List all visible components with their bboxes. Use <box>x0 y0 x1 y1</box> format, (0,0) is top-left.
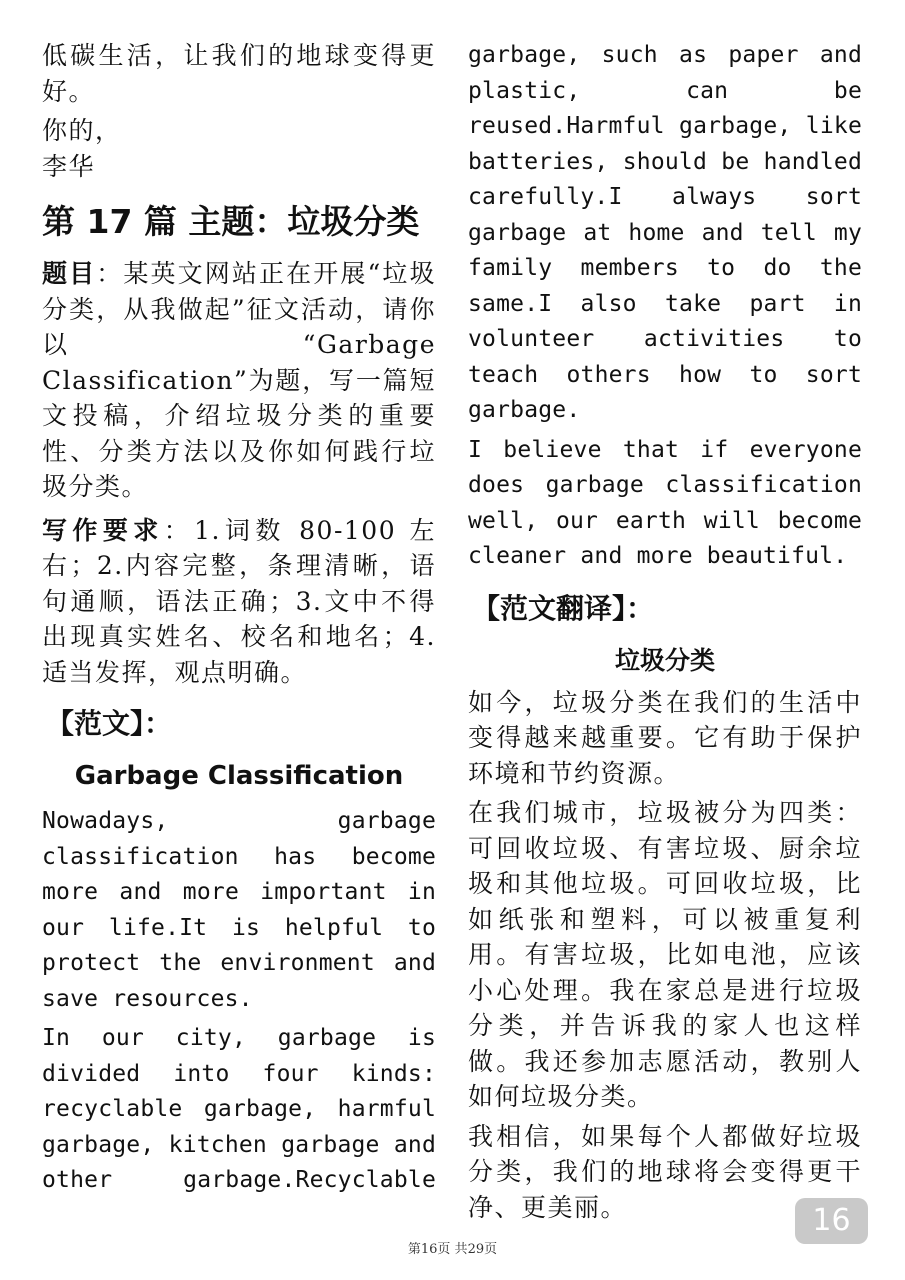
footer-suffix: 页 <box>484 1242 498 1257</box>
sample-essay-heading: 【范文】： <box>46 707 173 740</box>
left-column <box>42 38 436 1203</box>
translation-paragraph-2: 在我们城市，垃圾被分为四类：可回收垃圾、有害垃圾、厨余垃圾和其他垃圾。可回收垃圾，比如纸张和塑料，可以被重复利用。有害垃圾，比如电池，应该小心处理。我在家总是进行垃圾分类，并告诉我的家人也这样做。我还参加志愿活动，教别人如何垃圾分类。 <box>468 798 862 1111</box>
page-number-badge: 16 <box>795 1198 868 1244</box>
footer-current-page: 16 <box>420 1242 438 1257</box>
translation-paragraph-3: 我相信，如果每个人都做好垃圾分类，我们的地球将会变得更干净、更美丽。 <box>468 1121 862 1222</box>
right-column <box>468 38 862 1229</box>
footer-prefix: 第 <box>407 1242 421 1257</box>
requirements-text: ：1.词数 80-100 左右；2.内容完整，条理清晰，语句通顺，语法正确；3.文中不得出现真实姓名、校名和地名；4.适当发挥，观点明确。 <box>42 515 436 687</box>
footer-middle: 页 共 <box>437 1242 468 1257</box>
letter-closing-line: 低碳生活，让我们的地球变得更好。 <box>42 41 436 106</box>
letter-signature: 李华 <box>42 151 96 181</box>
prompt-paragraph <box>42 256 436 505</box>
translation-title: 垃圾分类 <box>614 645 715 675</box>
prompt-text: ：某英文网站正在开展“垃圾分类，从我做起”征文活动，请你以“Garbage Classification”为题，写一篇短文投稿，介绍垃圾分类的重要性、分类方法以及你如何践行垃圾分类。 <box>42 259 436 501</box>
essay-paragraph-1: Nowadays, garbage classification has become more and more important in our life.It is helpful to protect the environment and save resources. <box>42 808 436 1012</box>
essay-paragraph-2-end: garbage, such as paper and plastic, can be reused.Harmful garbage, like batteries, should be handled carefully.I always sort garbage at home and tell my family members to do the same.I also take part in volunteer activities to teach others how to sort garbage. <box>468 42 862 423</box>
essay-paragraph-3: I believe that if everyone does garbage classification well, our earth will become cleaner and more beautiful. <box>468 436 862 569</box>
essay-paragraph-2-start: In our city, garbage is divided into four kinds: recyclable garbage, harmful garbage, kitchen garbage and other garbage.Recyclable <box>42 1025 436 1193</box>
translation-paragraph-1: 如今，垃圾分类在我们的生活中变得越来越重要。它有助于保护环境和节约资源。 <box>468 687 862 788</box>
essay-title: Garbage Classification <box>74 761 404 791</box>
footer-total-pages: 29 <box>467 1242 485 1257</box>
prompt-label: 题目 <box>42 259 97 288</box>
translation-heading: 【范文翻译】： <box>472 591 655 625</box>
letter-closing: 你的， <box>42 116 122 145</box>
requirements-label: 写作要求 <box>42 515 164 545</box>
page-footer <box>0 1238 905 1257</box>
article-heading: 第 17 篇 主题：垃圾分类 <box>42 202 420 241</box>
requirements-paragraph <box>42 513 436 691</box>
